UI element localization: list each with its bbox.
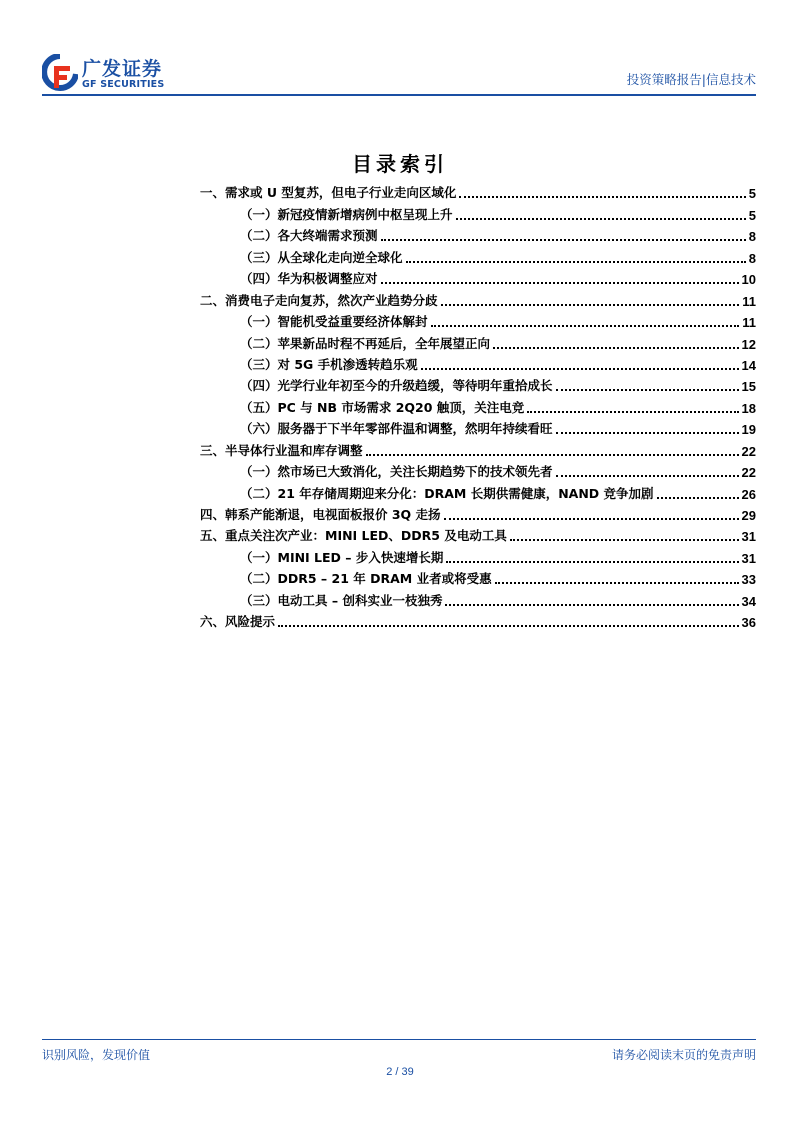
toc-entry-title: 四、韩系产能渐退，电视面板报价 3Q 走扬 (200, 507, 441, 522)
toc-leader-dots (278, 611, 739, 627)
toc-entry[interactable] (200, 373, 756, 394)
toc-entry-page: 15 (741, 379, 756, 395)
toc-entry-page: 18 (741, 400, 756, 416)
toc-leader-dots (446, 547, 738, 563)
toc-entry-page: 8 (748, 250, 756, 266)
page-number: 2 / 39 (386, 1066, 414, 1078)
toc-entry[interactable] (200, 609, 756, 630)
header-divider (42, 94, 756, 96)
toc-entry-title: （二）苹果新品时程不再延后，全年展望正向 (240, 335, 491, 351)
toc-leader-dots (445, 590, 738, 606)
toc-entry-title: （一）新冠疫情新增病例中枢呈现上升 (240, 206, 453, 222)
toc-entry[interactable] (200, 223, 756, 244)
toc-entry-page: 31 (741, 550, 756, 566)
toc-entry-title: 二、消费电子走向复苏，然次产业趋势分歧 (200, 292, 438, 308)
toc-leader-dots (444, 504, 739, 520)
toc-entry[interactable] (200, 544, 756, 565)
toc-entry[interactable] (200, 566, 756, 587)
toc-entry-page: 31 (741, 529, 756, 545)
toc-entry-page: 34 (741, 593, 756, 609)
toc-leader-dots (493, 333, 739, 349)
toc-leader-dots (510, 525, 739, 541)
toc-entry[interactable] (200, 587, 756, 608)
toc-entry-page: 12 (741, 336, 756, 352)
toc-entry-page: 22 (741, 465, 756, 481)
page-header (42, 52, 756, 96)
toc-entry-page: 10 (741, 272, 756, 288)
toc-entry-page: 5 (748, 186, 756, 202)
toc-leader-dots (657, 483, 739, 499)
toc-leader-dots (381, 268, 739, 284)
toc-entry[interactable] (200, 287, 756, 308)
toc-entry-page: 8 (748, 229, 756, 245)
toc-entry[interactable] (200, 180, 756, 201)
toc-entry-page: 11 (742, 293, 756, 309)
toc-leader-dots (495, 568, 739, 584)
toc-entry-title: （一）然市场已大致消化，关注长期趋势下的技术领先者 (240, 464, 553, 480)
toc-entry-title: （三）从全球化走向逆全球化 (240, 249, 403, 265)
toc-entry-title: （四）光学行业年初至今的升级趋缓，等待明年重拾成长 (240, 378, 553, 394)
toc-entry[interactable] (200, 459, 756, 480)
toc-entry[interactable] (200, 309, 756, 330)
toc-leader-dots (441, 290, 740, 306)
toc-entry-title: 一、需求或 U 型复苏，但电子行业走向区域化 (200, 185, 457, 201)
toc-entry-page: 11 (742, 315, 756, 331)
toc-entry[interactable] (200, 480, 756, 501)
toc-entry-title: （一）智能机受益重要经济体解封 (240, 314, 428, 330)
footer-disclaimer: 请务必阅读末页的免责声明 (611, 1048, 756, 1062)
toc-entry-title: 五、重点关注次产业：MINI LED、DDR5 及电动工具 (200, 528, 507, 544)
toc-entry-title: （六）服务器于下半年零部件温和调整，然明年持续看旺 (240, 421, 553, 437)
toc-leader-dots (556, 461, 739, 477)
toc-entry-title: （二）DDR5 – 21 年 DRAM 业者或将受惠 (240, 571, 492, 587)
footer-divider (42, 1039, 756, 1040)
toc-entry[interactable] (200, 330, 756, 351)
logo-chinese-name: 广发证券 (82, 58, 163, 80)
gf-logo-icon (42, 54, 78, 92)
toc-entry-page: 5 (748, 207, 756, 223)
toc-entry-title: （三）电动工具 – 创科实业一枝独秀 (240, 592, 443, 608)
toc-entry-title: （五）PC 与 NB 市场需求 2Q20 触顶，关注电竞 (240, 399, 525, 415)
toc-entry-page: 36 (741, 615, 756, 631)
toc-leader-dots (381, 225, 746, 241)
toc-entry-page: 33 (741, 572, 756, 588)
toc-leader-dots (556, 418, 739, 434)
toc-entry-title: （四）华为积极调整应对 (240, 271, 378, 287)
toc-leader-dots (527, 397, 738, 413)
toc-leader-dots (459, 182, 745, 198)
toc-leader-dots (556, 375, 739, 391)
table-of-contents (200, 180, 756, 630)
toc-entry[interactable] (200, 502, 756, 523)
toc-title: 目录索引 (352, 152, 448, 176)
toc-entry-page: 14 (741, 357, 756, 373)
toc-entry[interactable] (200, 352, 756, 373)
toc-entry[interactable] (200, 437, 756, 458)
toc-entry-title: 三、半导体行业温和库存调整 (200, 442, 363, 458)
toc-entry-title: （一）MINI LED – 步入快速增长期 (240, 549, 444, 565)
logo-english-name: GF SECURITIES (82, 79, 165, 90)
toc-entry-title: （二）21 年存储周期迎来分化：DRAM 长期供需健康，NAND 竞争加剧 (240, 485, 654, 501)
toc-entry[interactable] (200, 266, 756, 287)
report-category: 投资策略报告|信息技术 (626, 72, 756, 87)
toc-entry[interactable] (200, 523, 756, 544)
toc-entry-page: 26 (741, 486, 756, 502)
toc-leader-dots (431, 311, 740, 327)
gf-securities-logo (42, 54, 212, 94)
toc-entry-page: 19 (741, 422, 756, 438)
toc-entry-title: （二）各大终端需求预测 (240, 228, 378, 244)
toc-leader-dots (366, 440, 739, 456)
toc-leader-dots (421, 354, 739, 370)
toc-entry[interactable] (200, 394, 756, 415)
toc-leader-dots (406, 247, 746, 263)
footer-slogan: 识别风险，发现价值 (42, 1048, 151, 1062)
toc-entry-title: （三）对 5G 手机渗透转趋乐观 (240, 356, 418, 372)
toc-entry-page: 22 (741, 443, 756, 459)
toc-entry[interactable] (200, 244, 756, 265)
toc-entry[interactable] (200, 201, 756, 222)
toc-entry[interactable] (200, 416, 756, 437)
toc-entry-title: 六、风险提示 (200, 614, 276, 630)
toc-leader-dots (456, 204, 746, 220)
toc-entry-page: 29 (741, 508, 756, 523)
